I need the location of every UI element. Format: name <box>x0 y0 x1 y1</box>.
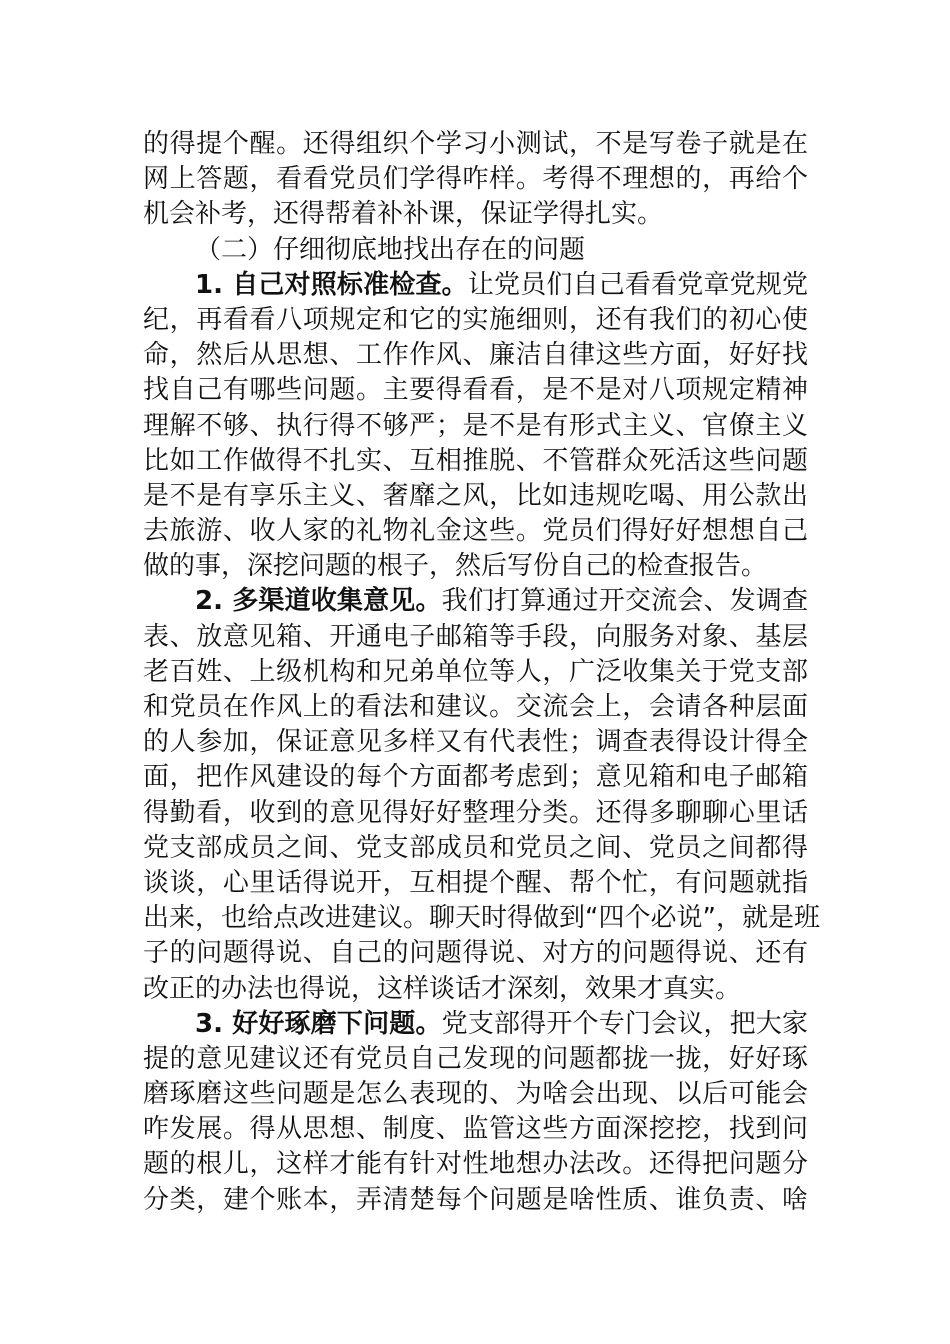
text-line <box>143 584 808 619</box>
text-line: 表、放意见箱、开通电子邮箱等手段，向服务对象、基层 <box>143 621 808 652</box>
text-line: 是不是有享乐主义、奢靡之风，比如违规吃喝、用公款出 <box>143 480 808 511</box>
item-3-text: 党支部得开个专门会议，把大家 <box>441 1008 808 1039</box>
text-line: 的得提个醒。还得组织个学习小测试，不是写卷子就是在 <box>143 129 808 159</box>
item-2-paragraph <box>143 584 820 1006</box>
text-line: 机会补考，还得帮着补补课，保证学得扎实。 <box>143 199 664 230</box>
text-line: 咋发展。得从思想、制度、监管这些方面深挖挖，找到问 <box>143 1114 808 1145</box>
text-line: 网上答题，看看党员们学得咋样。考得不理想的，再给个 <box>143 164 808 195</box>
text-line: 老百姓、上级机构和兄弟单位等人，广泛收集关于党支部 <box>143 656 808 687</box>
item-2-title: 2. 多渠道收集意见。 <box>195 586 442 617</box>
paragraph-continuation <box>143 127 808 233</box>
item-3-paragraph <box>143 1007 808 1218</box>
text-line: 和党员在作风上的看法和建议。交流会上，会请各种层面 <box>143 692 808 722</box>
text-line: 去旅游、收人家的礼物礼金这些。党员们得好好想想自己 <box>143 516 808 547</box>
text-line: 纪，再看看八项规定和它的实施细则，还有我们的初心使 <box>143 304 808 335</box>
text-line: 找自己有哪些问题。主要得看看，是不是对八项规定精神 <box>143 375 808 406</box>
document-page <box>143 127 820 1218</box>
text-line: 提的意见建议还有党员自己发现的问题都拢一拢，好好琢 <box>143 1043 808 1074</box>
text-line <box>143 268 808 303</box>
item-3-title: 3. 好好琢磨下问题。 <box>195 1008 442 1039</box>
text-line: 题的根儿，这样才能有针对性地想办法改。还得把问题分 <box>143 1149 808 1180</box>
text-line: 得勤看，收到的意见得好好整理分类。还得多聊聊心里话 <box>143 797 808 828</box>
item-2-text: 我们打算通过开交流会、发调查 <box>441 586 808 617</box>
item-1-text: 让党员们自己看看党章党规党 <box>467 269 808 300</box>
text-line: 做的事，深挖问题的根子，然后写份自己的检查报告。 <box>143 551 768 582</box>
text-line: 分类，建个账本，弄清楚每个问题是啥性质、谁负责、啥 <box>143 1184 808 1215</box>
text-line <box>143 1007 808 1042</box>
text-line: 面，把作风建设的每个方面都考虑到；意见箱和电子邮箱 <box>143 762 808 793</box>
item-1-paragraph <box>143 268 808 585</box>
text-line: 出来，也给点改进建议。聊天时得做到“四个必说”，就是班 <box>143 903 820 934</box>
text-line: 磨琢磨这些问题是怎么表现的、为啥会出现、以后可能会 <box>143 1079 808 1110</box>
text-line: 子的问题得说、自己的问题得说、对方的问题得说、还有 <box>143 938 808 969</box>
section-heading: （二）仔细彻底地找出存在的问题 <box>195 234 586 265</box>
text-line: 理解不够、执行得不够严；是不是有形式主义、官僚主义 <box>143 410 808 441</box>
text-line: 党支部成员之间、党支部成员和党员之间、党员之间都得 <box>143 832 808 863</box>
text-line: 改正的办法也得说，这样谈话才深刻，效果才真实。 <box>143 973 742 1004</box>
text-line: 比如工作做得不扎实、互相推脱、不管群众死活这些问题 <box>143 445 808 476</box>
text-line: 谈谈，心里话得说开，互相提个醒、帮个忙，有问题就指 <box>143 867 808 898</box>
text-line: 的人参加，保证意见多样又有代表性；调查表得设计得全 <box>143 727 808 758</box>
item-1-title: 1. 自己对照标准检查。 <box>195 269 468 300</box>
text-line: 命，然后从思想、工作作风、廉洁自律这些方面，好好找 <box>143 340 808 371</box>
